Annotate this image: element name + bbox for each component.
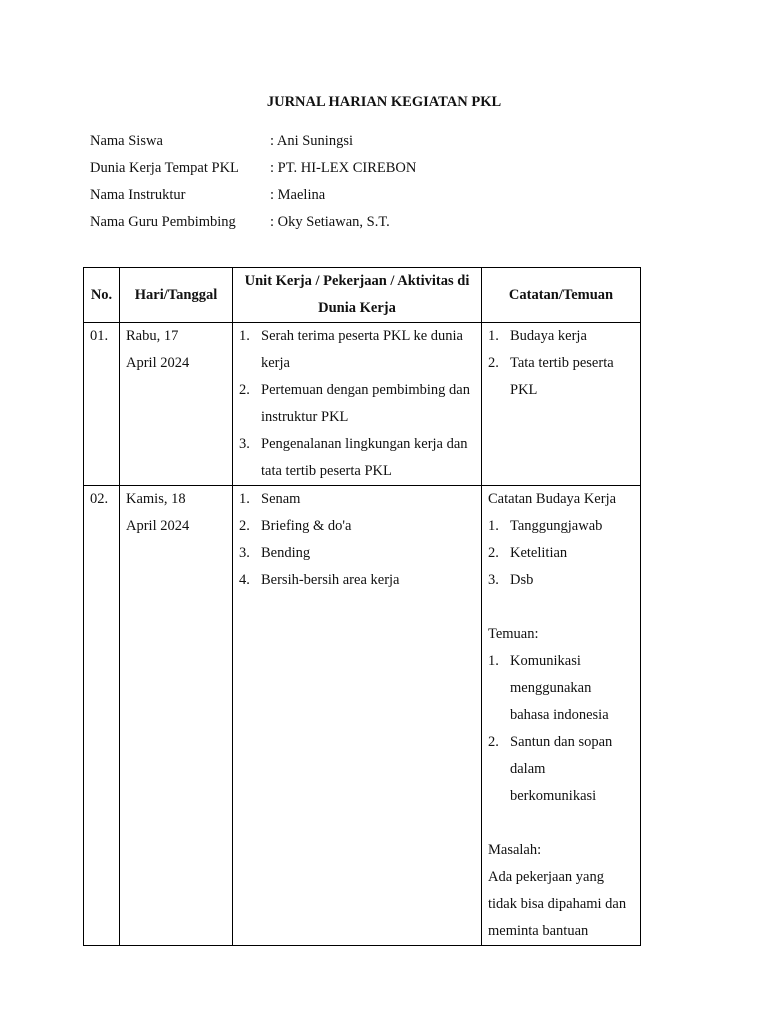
header-activity-label: Unit Kerja / Pekerjaan / Aktivitas di Dunia Kerja <box>244 273 470 316</box>
list-item <box>239 486 475 513</box>
cell-date <box>120 323 233 486</box>
info-row-instructor <box>90 185 416 212</box>
blank-line <box>488 810 634 837</box>
list-text: Briefing & do'a <box>261 518 352 534</box>
list-text: Pengenalanan lingkungan kerja dan tata tertib peserta PKL <box>261 436 468 479</box>
table-row <box>84 323 641 486</box>
table-row <box>84 486 641 946</box>
header-notes <box>482 268 641 323</box>
list-item <box>239 540 475 567</box>
notes-list <box>488 513 634 594</box>
activity-list <box>239 323 475 485</box>
list-number: 2. <box>239 382 250 398</box>
info-label: Nama Siswa <box>90 133 163 149</box>
cell-date <box>120 486 233 946</box>
activity-list <box>239 486 475 594</box>
list-number: 1. <box>488 653 499 669</box>
list-text: Bersih-bersih area kerja <box>261 572 400 588</box>
list-number: 1. <box>488 328 499 344</box>
list-item <box>239 513 475 540</box>
findings-heading: Temuan: <box>488 626 539 642</box>
cell-no <box>84 486 120 946</box>
list-number: 2. <box>488 355 499 371</box>
cell-notes <box>482 323 641 486</box>
list-number: 1. <box>239 491 250 507</box>
problem-text: Ada pekerjaan yang tidak bisa dipahami dan meminta bantuan <box>488 869 627 939</box>
info-value: : Ani Suningsi <box>270 133 353 149</box>
notes-list <box>488 323 634 404</box>
row-number: 01. <box>90 328 109 344</box>
journal-table <box>83 267 641 946</box>
student-info <box>90 131 416 239</box>
list-item <box>239 323 475 377</box>
info-label: Dunia Kerja Tempat PKL <box>90 160 239 176</box>
cell-no <box>84 323 120 486</box>
header-no-label: No. <box>90 286 113 303</box>
header-date-label: Hari/Tanggal <box>134 286 218 303</box>
cell-activities <box>233 486 482 946</box>
list-text: Ketelitian <box>510 545 568 561</box>
list-item <box>488 323 634 350</box>
row-number: 02. <box>90 491 109 507</box>
document-title: JURNAL HARIAN KEGIATAN PKL <box>266 94 502 110</box>
blank-line <box>488 594 634 621</box>
findings-list <box>488 648 634 810</box>
list-item <box>488 729 634 810</box>
header-notes-label: Catatan/Temuan <box>508 286 614 303</box>
list-number: 1. <box>239 328 250 344</box>
list-text: Serah terima peserta PKL ke dunia kerja <box>261 328 463 371</box>
list-item <box>488 567 634 594</box>
header-date <box>120 268 233 323</box>
list-number: 3. <box>488 572 499 588</box>
list-text: Santun dan sopan dalam berkomunikasi <box>510 734 613 804</box>
cell-activities <box>233 323 482 486</box>
list-number: 4. <box>239 572 250 588</box>
list-number: 2. <box>239 518 250 534</box>
notes-heading: Catatan Budaya Kerja <box>488 491 617 507</box>
list-item <box>488 350 634 404</box>
list-item <box>239 567 475 594</box>
list-number: 3. <box>239 545 250 561</box>
list-item <box>239 431 475 485</box>
date-month-year: April 2024 <box>126 355 190 371</box>
date-month-year: April 2024 <box>126 518 190 534</box>
list-text: Tanggungjawab <box>510 518 603 534</box>
list-item <box>239 377 475 431</box>
list-text: Komunikasi menggunakan bahasa indonesia <box>510 653 609 723</box>
info-label: Nama Guru Pembimbing <box>90 214 236 230</box>
info-value: : PT. HI-LEX CIREBON <box>270 160 417 176</box>
list-number: 2. <box>488 545 499 561</box>
row-date <box>120 486 232 540</box>
table-header-row <box>84 268 641 323</box>
header-no <box>84 268 120 323</box>
list-text: Dsb <box>510 572 534 588</box>
info-row-supervisor <box>90 212 416 239</box>
info-value: : Oky Setiawan, S.T. <box>270 214 390 230</box>
info-row-student-name <box>90 131 416 158</box>
list-item <box>488 540 634 567</box>
info-label: Nama Instruktur <box>90 187 186 203</box>
list-number: 3. <box>239 436 250 452</box>
info-row-workplace <box>90 158 416 185</box>
header-activity <box>233 268 482 323</box>
list-text: Senam <box>261 491 301 507</box>
cell-notes <box>482 486 641 946</box>
list-item <box>488 648 634 729</box>
problem-heading: Masalah: <box>488 842 542 858</box>
date-day: Kamis, 18 <box>126 491 186 507</box>
list-text: Pertemuan dengan pembimbing dan instruktur PKL <box>261 382 470 425</box>
list-number: 1. <box>488 518 499 534</box>
list-item <box>488 513 634 540</box>
list-text: Bending <box>261 545 311 561</box>
list-text: Budaya kerja <box>510 328 587 344</box>
list-text: Tata tertib peserta PKL <box>510 355 614 398</box>
row-date <box>120 323 232 377</box>
date-day: Rabu, 17 <box>126 328 179 344</box>
list-number: 2. <box>488 734 499 750</box>
info-value: : Maelina <box>270 187 326 203</box>
